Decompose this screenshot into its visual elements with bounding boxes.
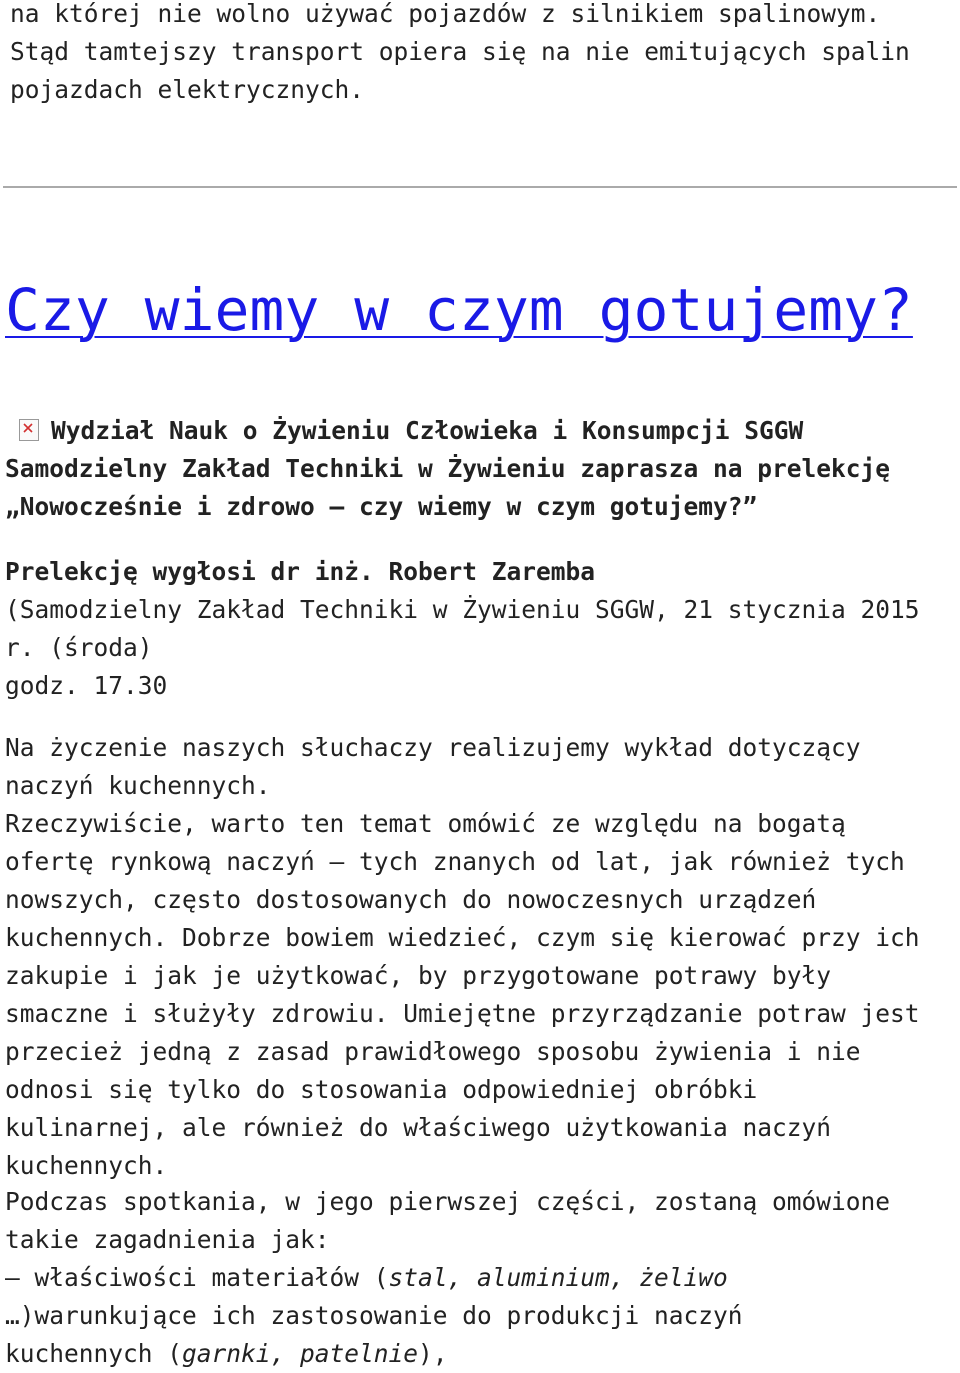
intro-line: pojazdach elektrycznych. xyxy=(10,75,365,104)
paragraph-line: kuchennych. xyxy=(5,1151,168,1180)
intro-line: Stąd tamtejszy transport opiera się na nie emitujących spalin xyxy=(10,37,910,66)
broken-image-icon xyxy=(19,419,39,441)
body-paragraph-2 xyxy=(5,1183,957,1373)
paragraph-line: …)warunkujące ich zastosowanie do produkcji naczyń xyxy=(5,1301,743,1330)
paragraph-line: zakupie i jak je użytkować, by przygotowane potrawy były xyxy=(5,961,832,990)
list-item-materials xyxy=(5,1259,957,1297)
list-item-end xyxy=(5,1335,957,1373)
announcement-text: Wydział Nauk o Żywieniu Człowieka i Konsumpcji SGGW xyxy=(51,416,804,445)
announcement-line2: Samodzielny Zakład Techniki w Żywieniu zaprasza na prelekcję xyxy=(5,454,891,483)
intro-line: na której nie wolno używać pojazdów z silnikiem spalinowym. xyxy=(10,0,881,28)
speaker-affiliation: (Samodzielny Zakład Techniki w Żywieniu SGGW, 21 stycznia 2015 xyxy=(5,595,920,624)
article-title-link[interactable]: Czy wiemy w czym gotujemy? xyxy=(5,276,913,344)
paragraph-line: takie zagadnienia jak: xyxy=(5,1225,330,1254)
speaker-affiliation-cont: r. (środa) xyxy=(5,633,153,662)
paragraph-line: Na życzenie naszych słuchaczy realizujemy wykład dotyczący xyxy=(5,733,861,762)
section-divider xyxy=(3,186,957,188)
list-item-italic: garnki, patelnie xyxy=(182,1339,419,1368)
speaker-info xyxy=(5,553,957,705)
paragraph-line: odnosi się tylko do stosowania odpowiedniej obróbki xyxy=(5,1075,758,1104)
list-item-italic: stal, aluminium, żeliwo xyxy=(388,1263,728,1292)
lecture-time: godz. 17.30 xyxy=(5,671,168,700)
paragraph-line: Podczas spotkania, w jego pierwszej części, zostaną omówione xyxy=(5,1187,891,1216)
speaker-label: Prelekcję wygłosi dr inż. Robert Zaremba xyxy=(5,557,596,586)
paragraph-line: kulinarnej, ale również do właściwego użytkowania naczyń xyxy=(5,1113,832,1142)
paragraph-line: ofertę rynkową naczyń – tych znanych od lat, jak również tych xyxy=(5,847,905,876)
paragraph-line: Rzeczywiście, warto ten temat omówić ze względu na bogatą xyxy=(5,809,846,838)
list-item-text: – właściwości materiałów ( xyxy=(5,1263,389,1292)
paragraph-line: smaczne i służyły zdrowiu. Umiejętne przyrządzanie potraw jest xyxy=(5,999,920,1028)
announcement xyxy=(5,412,957,526)
paragraph-line: przecież jedną z zasad prawidłowego sposobu żywienia i nie xyxy=(5,1037,861,1066)
paragraph-line: kuchennych. Dobrze bowiem wiedzieć, czym się kierować przy ich xyxy=(5,923,920,952)
announcement-line3: „Nowocześnie i zdrowo – czy wiemy w czym gotujemy?” xyxy=(5,492,758,521)
paragraph-line: naczyń kuchennych. xyxy=(5,771,271,800)
list-item-text: kuchennych ( xyxy=(5,1339,183,1368)
paragraph-line: nowszych, często dostosowanych do nowoczesnych urządzeń xyxy=(5,885,817,914)
intro-paragraph xyxy=(10,0,960,109)
announcement-line1 xyxy=(5,412,957,450)
body-paragraph-1 xyxy=(5,729,957,1185)
list-item-text: ), xyxy=(418,1339,448,1368)
